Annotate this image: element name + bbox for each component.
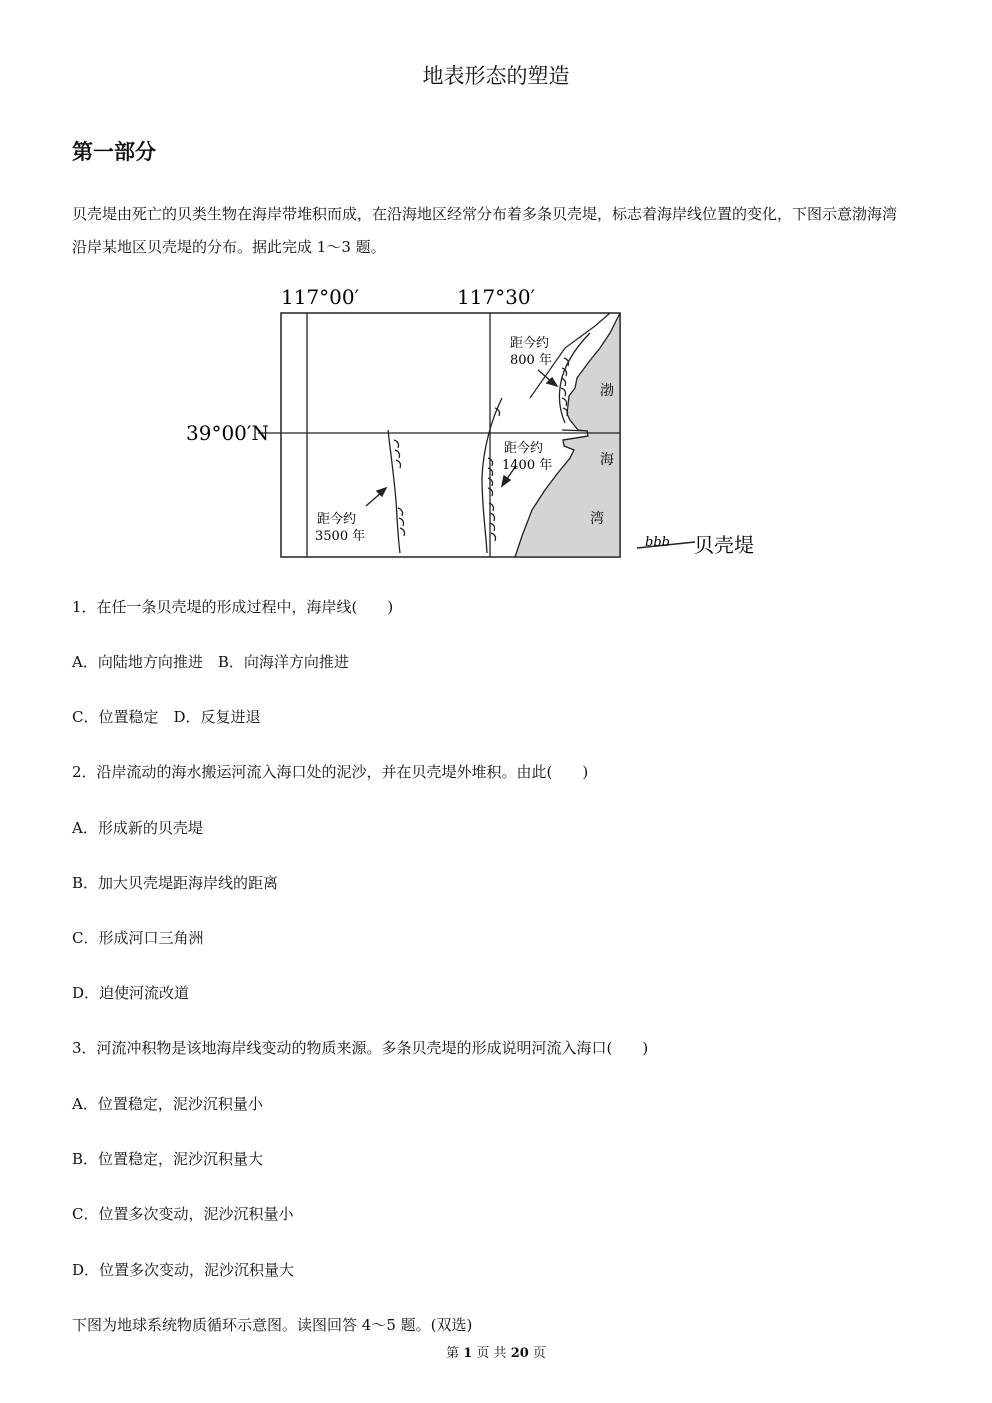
footer-page-number: 1 bbox=[463, 1346, 473, 1361]
age-800-line2: 800 年 bbox=[510, 353, 552, 368]
q1-stem: 1．在任一条贝壳堤的形成过程中，海岸线( ) bbox=[72, 598, 394, 616]
q1-options-ab: A．向陆地方向推进 B．向海洋方向推进 bbox=[72, 653, 349, 671]
legend-symbol: bbb bbox=[645, 535, 670, 550]
age-3500-line2: 3500 年 bbox=[315, 529, 366, 544]
footer-post: 页 bbox=[532, 1346, 546, 1361]
section-title: 第一部分 bbox=[72, 140, 156, 164]
footer-total-pages: 20 bbox=[510, 1346, 529, 1361]
legend-label: 贝壳堤 bbox=[694, 533, 754, 557]
q3-option-c: C．位置多次变动，泥沙沉积量小 bbox=[72, 1205, 294, 1223]
age-1400-line2: 1400 年 bbox=[502, 458, 553, 473]
legend bbox=[637, 533, 754, 557]
sea-label-wan: 湾 bbox=[590, 511, 604, 527]
q2-option-d: D．迫使河流改道 bbox=[72, 984, 190, 1002]
lon-label-117-00: 117°00′ bbox=[281, 285, 360, 309]
age-800-line1: 距今约 bbox=[510, 336, 550, 351]
footer-mid: 页 共 bbox=[476, 1346, 507, 1361]
q1-options-cd: C．位置稳定 D．反复进退 bbox=[72, 708, 261, 726]
q2-option-a: A．形成新的贝壳堤 bbox=[72, 819, 203, 837]
intro-paragraph: 贝壳堤由死亡的贝类生物在海岸带堆积而成，在沿海地区经常分布着多条贝壳堤，标志着海岸线位置的变化，下图示意渤海湾沿岸某地区贝壳堤的分布。据此完成 1～3 题。 bbox=[72, 205, 898, 256]
age-1400-line1: 距今约 bbox=[504, 441, 544, 456]
q2-option-b: B．加大贝壳堤距海岸线的距离 bbox=[72, 874, 279, 892]
lon-label-117-30: 117°30′ bbox=[457, 285, 536, 309]
sea-label-bo: 渤 bbox=[600, 383, 614, 399]
q3-stem: 3．河流冲积物是该地海岸线变动的物质来源。多条贝壳堤的形成说明河流入海口( ) bbox=[72, 1039, 649, 1057]
q3-option-b: B．位置稳定，泥沙沉积量大 bbox=[72, 1150, 264, 1168]
q2-option-c: C．形成河口三角洲 bbox=[72, 929, 204, 947]
footer-pre: 第 bbox=[446, 1346, 460, 1361]
shell-ridge-map bbox=[170, 278, 770, 568]
page-title: 地表形态的塑造 bbox=[422, 64, 570, 88]
page-footer bbox=[0, 1342, 992, 1361]
age-3500-line1: 距今约 bbox=[317, 512, 357, 527]
q2-stem: 2．沿岸流动的海水搬运河流入海口处的泥沙，并在贝壳堤外堆积。由此( ) bbox=[72, 763, 589, 781]
q3-option-a: A．位置稳定，泥沙沉积量小 bbox=[72, 1095, 263, 1113]
lat-label-39-00: 39°00′N bbox=[186, 421, 269, 445]
next-section-intro: 下图为地球系统物质循环示意图。读图回答 4～5 题。(双选) bbox=[72, 1316, 473, 1334]
sea-label-hai: 海 bbox=[600, 452, 614, 468]
q3-option-d: D．位置多次变动，泥沙沉积量大 bbox=[72, 1261, 295, 1279]
